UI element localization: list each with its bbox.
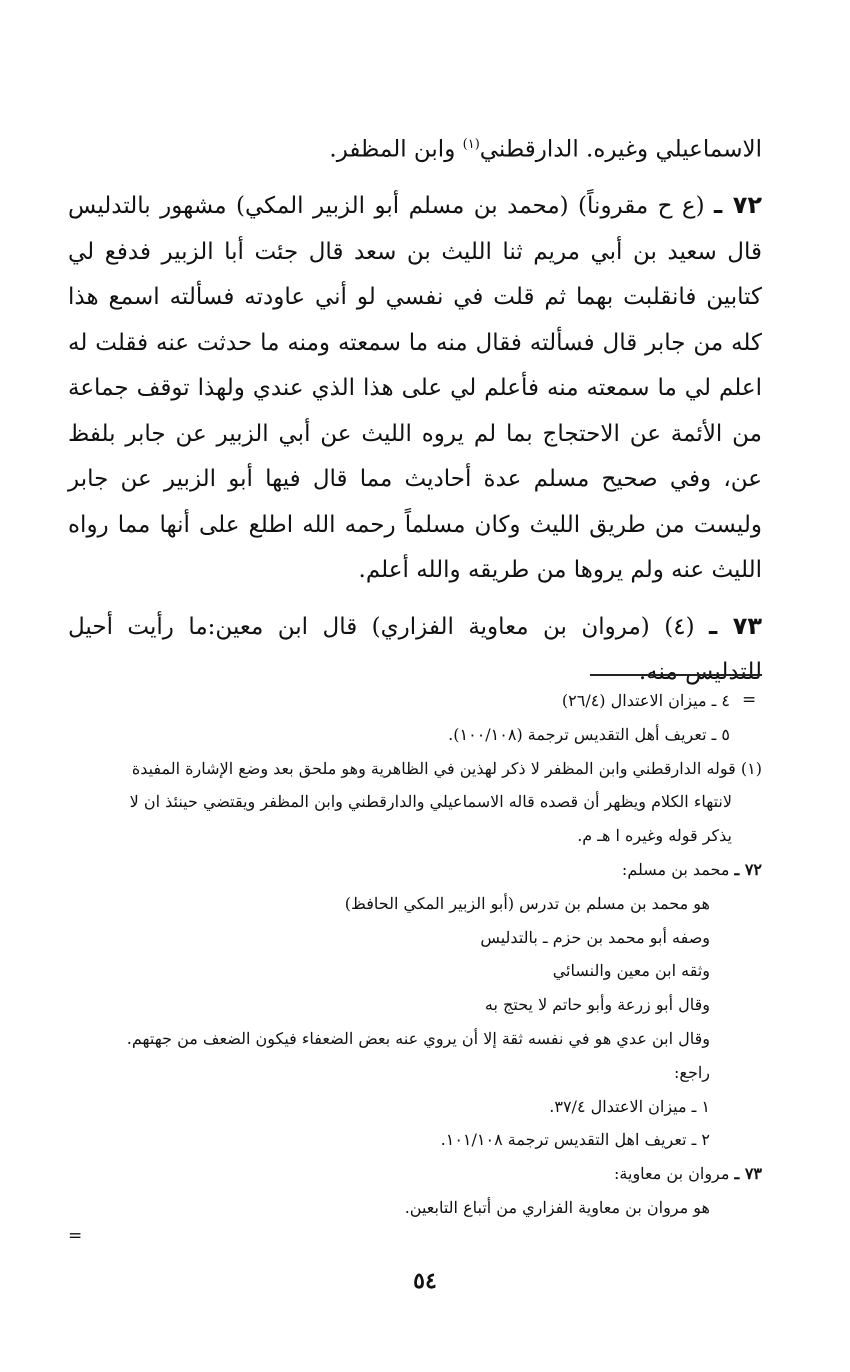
page-number: ٥٤	[413, 1268, 437, 1294]
note-4: ٤ ـ ميزان الاعتدال (٢٦/٤)	[561, 691, 730, 710]
main-line-top-text: الاسماعيلي وغيره. الدارقطني	[479, 136, 762, 163]
entry-72	[68, 183, 762, 594]
footnote-1-cont-1: لانتهاء الكلام ويظهر أن قصده قاله الاسماعيلي والدارقطني وابن المظفر ويقتضي حينئذ ان لا	[129, 792, 732, 812]
entry-72-text: (ع ح مقروناً) (محمد بن مسلم أبو الزبير المكي) مشهور بالتدليس قال سعيد بن أبي مريم ثنا الليث بن سعد قال جئت أبا الزبير فدفع لي كتابين فانقلبت بهما ثم قلت في نفسي لو أني عاودته فسألته اسمع هذا كله من جابر قال فسألته فقال منه ما سمعته ومنه ما حدثت عنه فقلت له اعلم لي ما سمعته منه فأعلم لي على هذا الذي عندي ولهذا توقف جماعة من الأئمة عن الاحتجاج بما لم يروه الليث عن أبي الزبير عن جابر بلفظ عن، وفي صحيح مسلم عدة أحاديث مما قال فيها أبو الزبير عن جابر وليست من طريق الليث وكان مسلماً رحمه الله اطلع على أنها مما رواه الليث عنه ولم يروها من طريقه والله أعلم.	[68, 193, 762, 584]
note-72-line-4: وقال أبو زرعة وأبو حاتم لا يحتج به	[484, 995, 710, 1015]
footnote-ref-1: (١)	[462, 137, 480, 152]
footnote-divider	[590, 674, 762, 676]
note-72-heading-text: محمد بن مسلم:	[621, 859, 735, 879]
note-72-line-5: وقال ابن عدي هو في نفسه ثقة إلا أن يروي عنه بعض الضعفاء فيكون الضعف من جهتهم.	[126, 1028, 710, 1048]
main-text	[68, 122, 762, 696]
main-line-top	[68, 122, 762, 173]
note-72-line-6: راجع:	[674, 1062, 710, 1082]
footnote-1-number: (١)	[740, 758, 762, 778]
note-72-line-3: وثقه ابن معين والنسائي	[552, 961, 710, 981]
note-72-heading	[68, 853, 762, 887]
entry-73-text: (٤) (مروان بن معاوية الفزاري) قال ابن معين:ما رأيت أحيل للتدليس منه.	[68, 613, 762, 686]
note-73-line-1: هو مروان بن معاوية الفزاري من أتباع التابعين.	[404, 1197, 710, 1217]
entry-73-number: ٧٣ ـ	[709, 611, 762, 640]
note-72-line-1: هو محمد بن مسلم بن تدرس (أبو الزبير المكي الحافظ)	[344, 893, 710, 913]
note-72-line-7: ١ ـ ميزان الاعتدال ٣٧/٤.	[549, 1096, 710, 1116]
continuation-mark-bottom: =	[68, 1226, 83, 1246]
note-72-line-2: وصفه أبو محمد بن حزم ـ بالتدليس	[480, 927, 710, 947]
note-73-heading	[68, 1157, 762, 1191]
footnote-1-text: قوله الدارقطني وابن المظفر لا ذكر لهذين في الظاهرية وهو ملحق بعد وضع الإشارة المفيدة	[131, 758, 741, 778]
continuation-mark-top: =	[742, 690, 757, 710]
note-72-number: ٧٢ ـ	[734, 859, 762, 879]
note-73-heading-text: مروان بن معاوية:	[614, 1164, 735, 1184]
note-73-number: ٧٣ ـ	[734, 1164, 762, 1184]
entry-72-number: ٧٢ ـ	[714, 191, 762, 220]
note-5: ٥ ـ تعريف أهل التقديس ترجمة (١٠٠/١٠٨).	[448, 724, 730, 744]
footnotes	[68, 684, 762, 1225]
footnote-1	[68, 752, 762, 853]
note-72-line-8: ٢ ـ تعريف اهل التقديس ترجمة ١٠١/١٠٨.	[440, 1130, 710, 1150]
footnote-1-cont-2: يذكر قوله وغيره ا هـ م.	[577, 826, 732, 846]
entry-73	[68, 604, 762, 696]
main-line-top-end: وابن المظفر.	[329, 136, 463, 163]
